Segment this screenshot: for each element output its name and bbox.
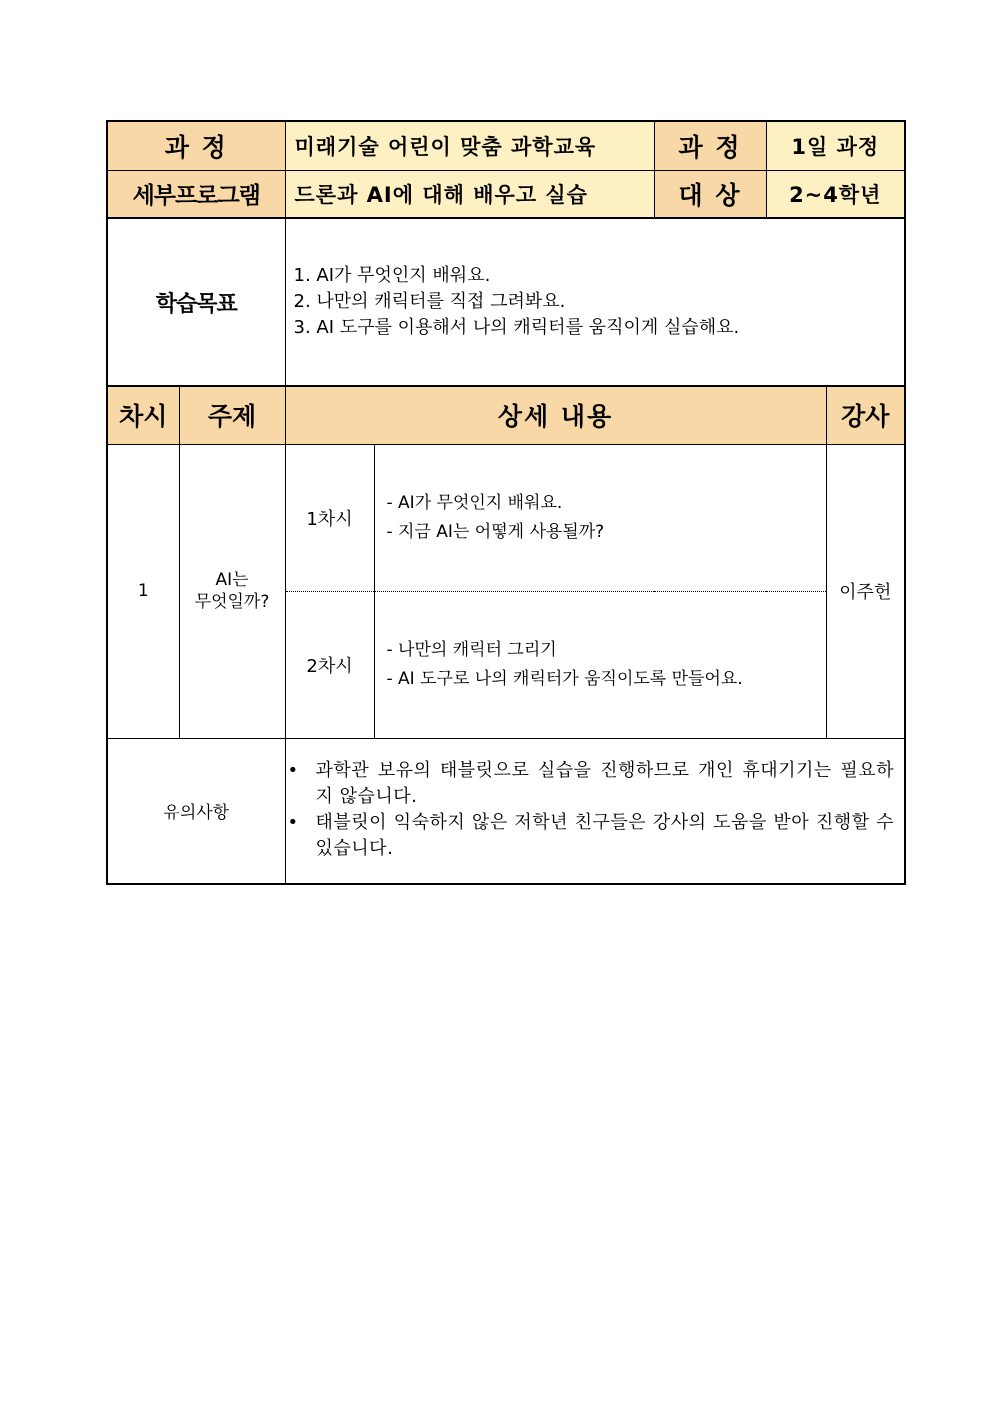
bullet-icon: • [287,811,299,833]
schedule-header-row [107,386,905,444]
col-session-header: 차시 [107,386,179,444]
program-row [107,170,905,218]
course-label-2: 과 정 [654,121,766,170]
session-topic [179,444,285,738]
detail-item: - AI가 무엇인지 배워요. [386,492,563,513]
notes-label: 유의사항 [107,738,285,884]
notes-row [107,738,905,884]
course-plan-table [106,120,906,885]
detail-item: - AI 도구로 나의 캐릭터가 움직이도록 만들어요. [386,668,743,689]
instructor-name: 이주헌 [826,444,905,738]
note-item [288,810,895,862]
sub-session-detail [374,444,826,591]
detail-item: - 나만의 캐릭터 그리기 [386,639,557,660]
bullet-icon: • [287,759,299,781]
schedule-row [107,444,905,591]
detail-item: - 지금 AI는 어떻게 사용될까? [386,521,605,542]
topic-line: 무엇일까? [194,592,270,612]
sub-session-detail [374,591,826,738]
goals-row [107,218,905,386]
col-topic-header: 주제 [179,386,285,444]
col-instructor-header: 강사 [826,386,905,444]
sub-session-label: 1차시 [285,444,374,591]
course-plan-document [106,120,904,885]
note-item [288,758,895,810]
program-label: 세부프로그램 [107,170,285,218]
notes-list [285,738,905,884]
goals-label: 학습목표 [107,218,285,386]
col-detail-header: 상세 내용 [285,386,826,444]
course-label: 과 정 [107,121,285,170]
note-text: 과학관 보유의 태블릿으로 실습을 진행하므로 개인 휴대기기는 필요하지 않습니다. [315,759,895,807]
goals-list [285,218,905,386]
note-text: 태블릿이 익숙하지 않은 저학년 친구들은 강사의 도움을 받아 진행할 수 있습니다. [315,811,895,859]
course-row [107,121,905,170]
program-value: 드론과 AI에 대해 배우고 실습 [285,170,654,218]
goal-item: 1. AI가 무엇인지 배워요. [293,265,491,286]
target-value: 2~4학년 [766,170,905,218]
session-number: 1 [107,444,179,738]
goal-item: 2. 나만의 캐릭터를 직접 그려봐요. [293,291,566,312]
course-duration: 1일 과정 [766,121,905,170]
target-label: 대 상 [654,170,766,218]
topic-line: AI는 [215,570,249,590]
course-value: 미래기술 어린이 맞춤 과학교육 [285,121,654,170]
goal-item: 3. AI 도구를 이용해서 나의 캐릭터를 움직이게 실습해요. [293,317,740,338]
sub-session-label: 2차시 [285,591,374,738]
